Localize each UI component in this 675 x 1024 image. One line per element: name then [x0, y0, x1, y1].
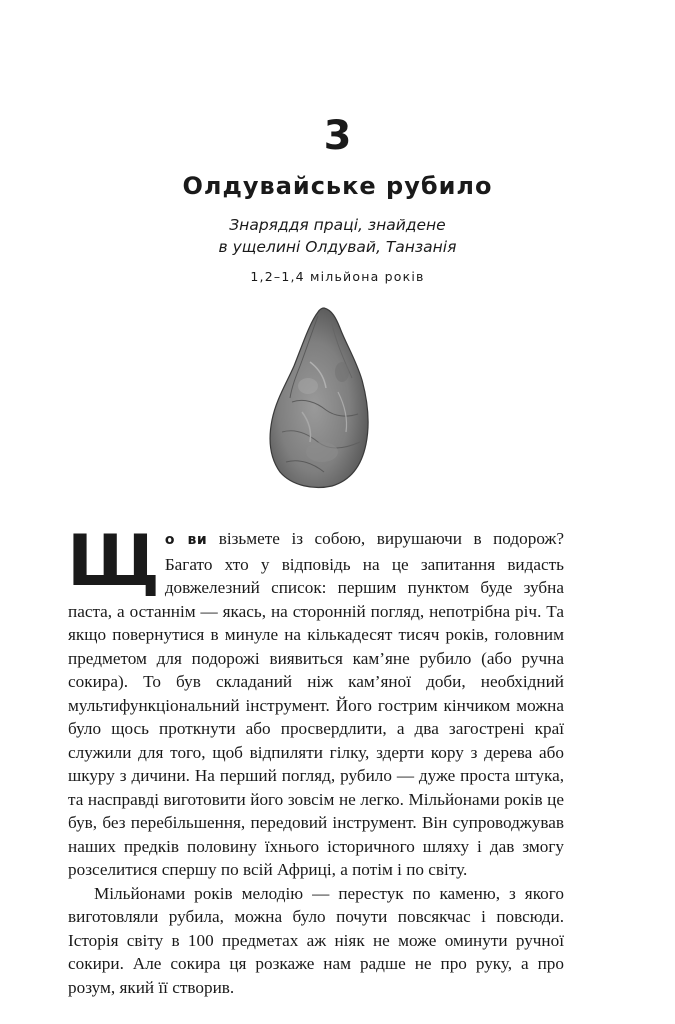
- drop-cap: Щ: [67, 520, 157, 602]
- paragraph-2: Мільйонами років мелодію — перестук по каменю, з якого виготовляли рубила, можна було почути повсякчас і повсюди. Історія світу в 100 предметах аж ніяк не може оминути ручної сокири. Але сокира ця розкаже нам радше не про руку, а про розум, який її створив.: [68, 883, 564, 997]
- hand-axe-illustration: [262, 302, 374, 490]
- paragraph-1-text: візьмете із собою, вирушаючи в подорож? Багато хто у відповідь на це запитання видасть довжелезний список: першим пунктом буде зубна паста, а останнім — якась, на сторонній погляд, непотрібна річ. Та якщо повернутися в минуле на кількадесят тисяч років, головним предметом для подорожі виявиться кам’яне рубило (або ручна сокира). То був складаний ніж кам’яної доби, необхідний мультифункціональний інструмент. Його гострим кінчиком можна було щось проткнути або просвердлити, а два загострені краї служили для того, щоб відпиляти гілку, здерти кору з дерева або шкуру з дичини. На перший погляд, рубило — дуже проста штука, та насправді виготовити його зовсім не легко. Мільйонами років це був, без перебільшення, передовий інструмент. Він супроводжував наших предків половину їхнього історичного шляху і дав змогу розселитися спершу по всій Африці, а потім і по світу.: [68, 529, 564, 879]
- subtitle-line-1: Знаряддя праці, знайдене: [229, 216, 446, 234]
- chapter-title: Олдувайське рубило: [182, 172, 493, 200]
- chapter-date: 1,2–1,4 мільйона років: [250, 269, 425, 284]
- chapter-body: [67, 520, 564, 999]
- subtitle-line-2: в ущелині Олдувай, Танзанія: [218, 238, 457, 256]
- chapter-subtitle: [0, 214, 675, 258]
- chapter-number: 3: [323, 113, 352, 159]
- hand-axe-icon: [262, 302, 374, 490]
- paragraph-1: [67, 520, 564, 882]
- lead-in: о ви: [164, 532, 208, 548]
